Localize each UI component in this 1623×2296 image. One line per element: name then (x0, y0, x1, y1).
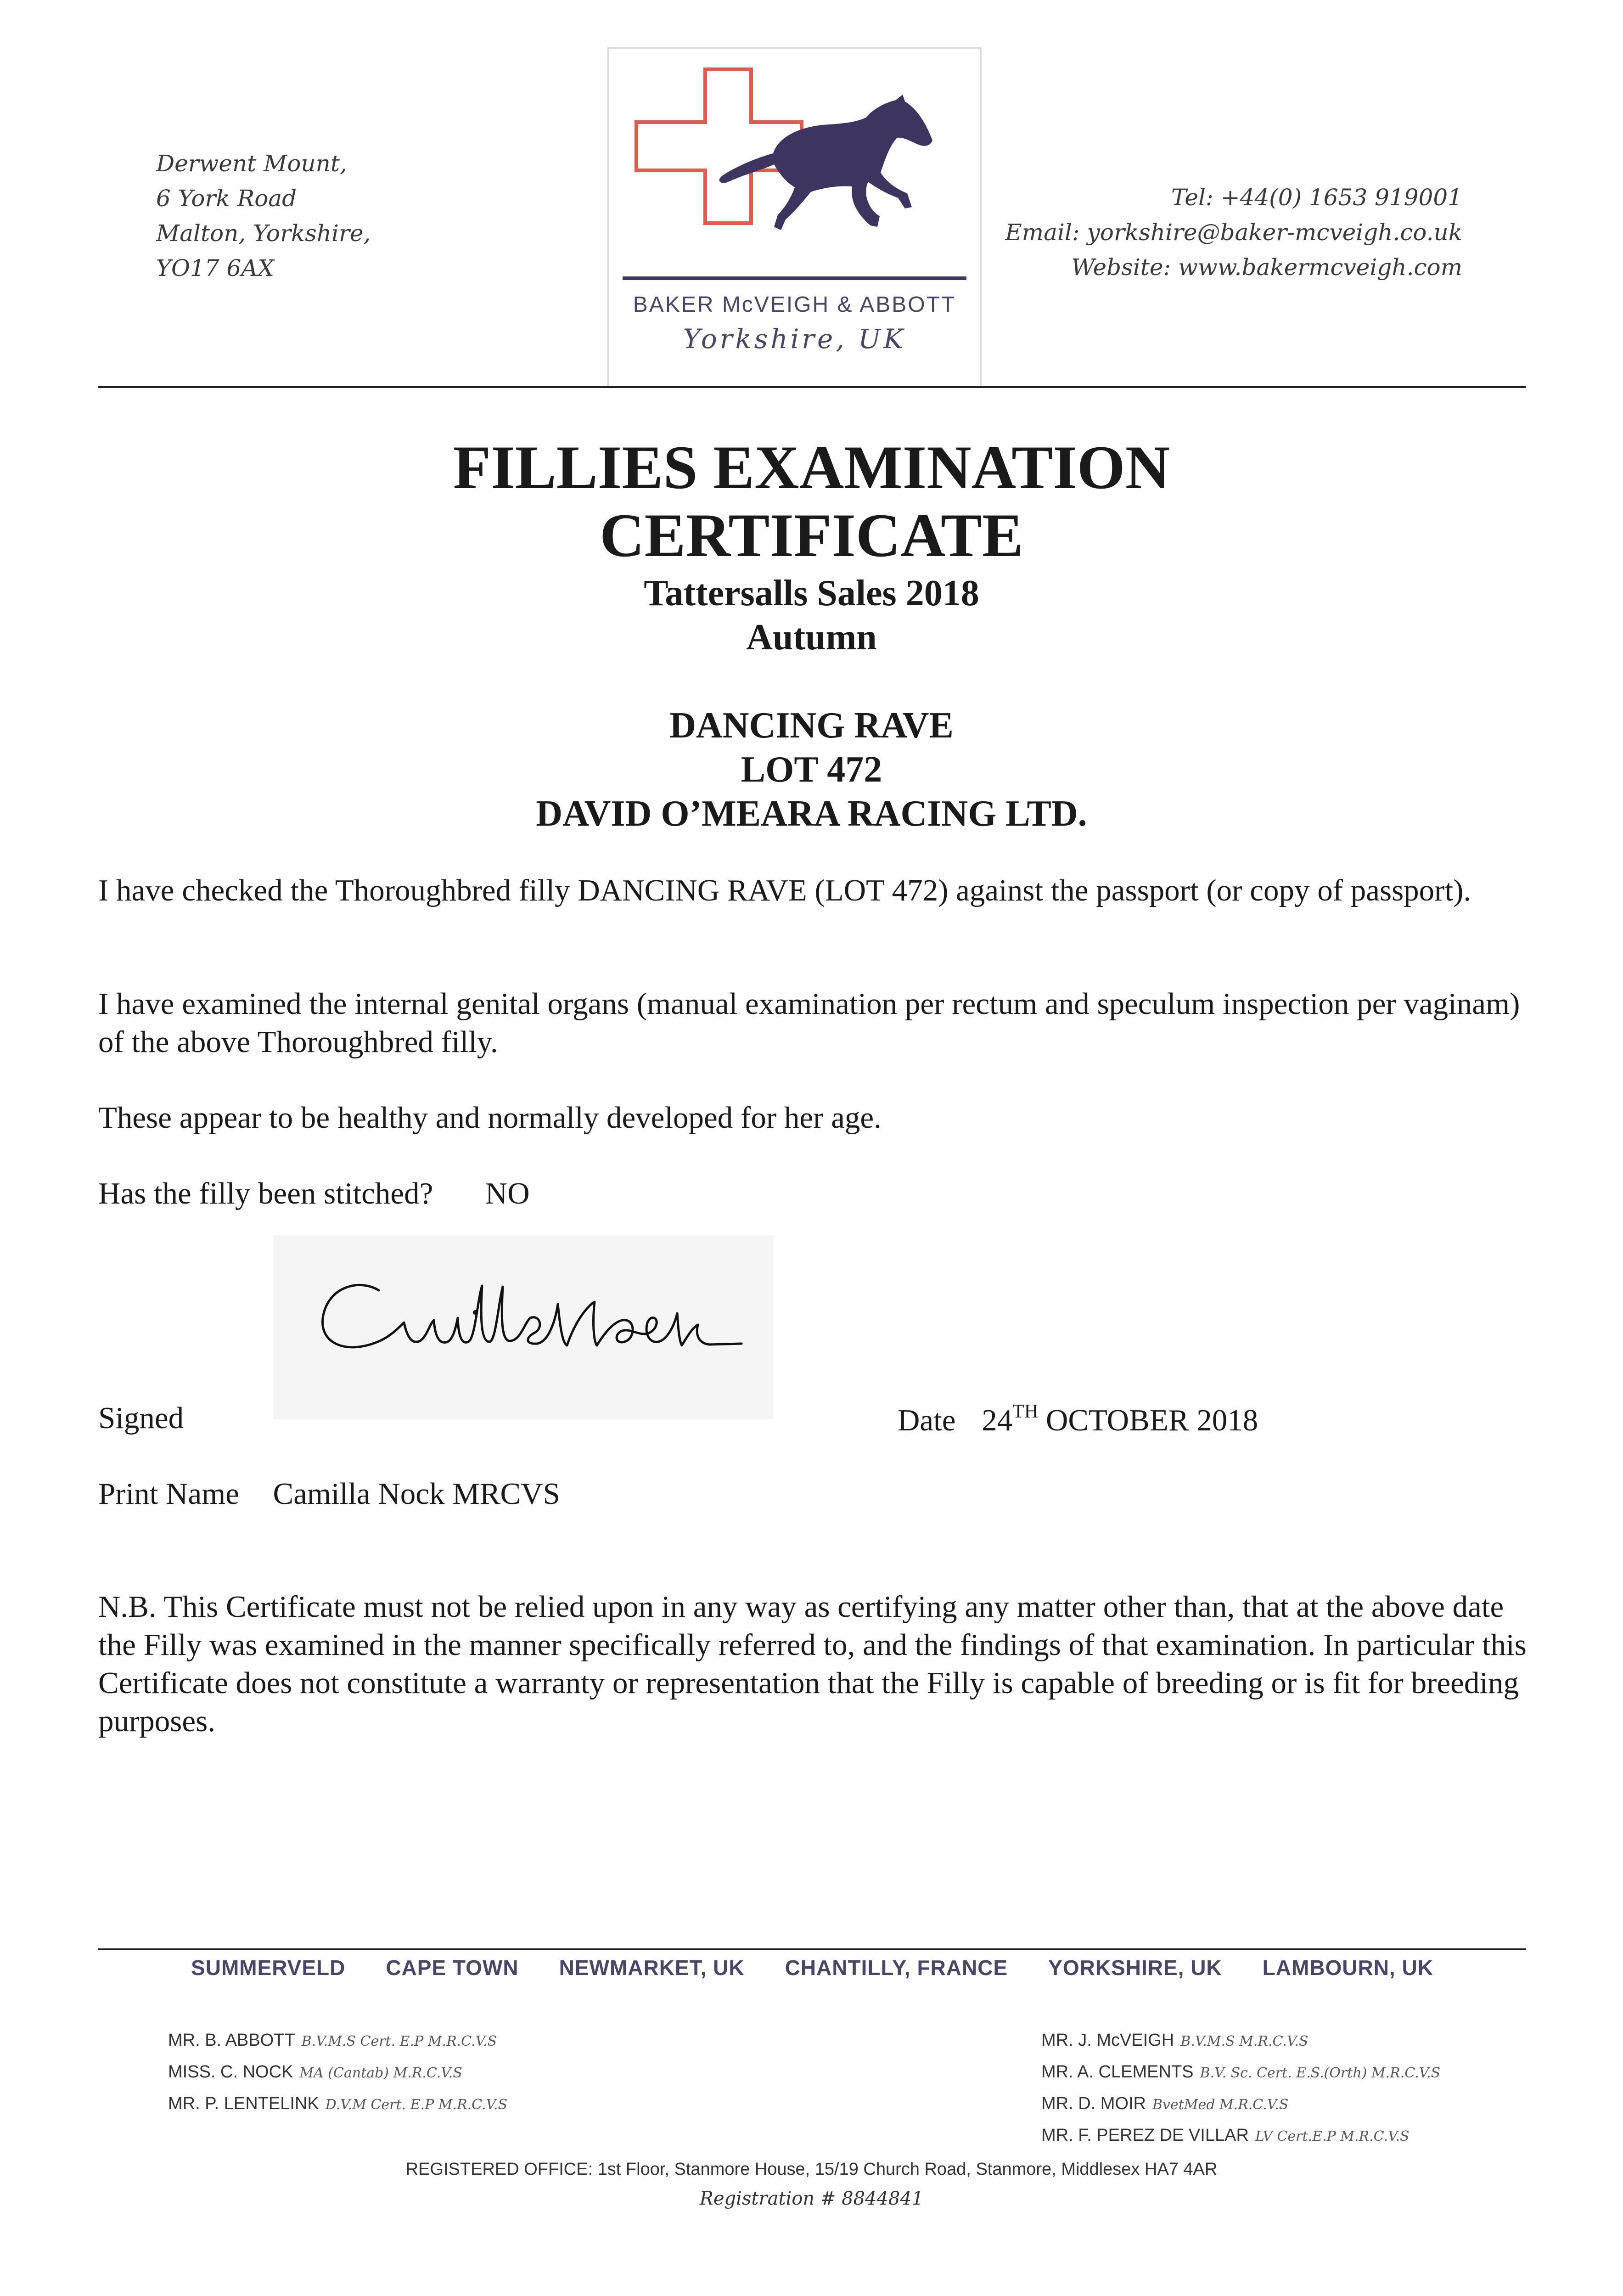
company-logo (607, 47, 982, 388)
sale-name: Tattersalls Sales 2018 (644, 573, 979, 613)
registration-number: Registration # 8844841 (699, 2188, 924, 2209)
handwritten-signature (273, 1235, 774, 1419)
stitched-question: Has the filly been stitched? (98, 1176, 433, 1210)
disclaimer-note: N.B. This Certificate must not be relied upon in any way as certifying any matter other than, that at the above date the Filly was examined in the manner specifically referred to, and the findings of that examination. In particular this Certificate does not constitute a warranty or representation that the Filly is capable of breeding or is fit for breeding purposes. (98, 1590, 1527, 1738)
certificate-title (0, 434, 1623, 570)
vet-entry (168, 2025, 507, 2057)
sale-info (0, 571, 1623, 659)
footer-divider (98, 1948, 1526, 1950)
registered-office: REGISTERED OFFICE: 1st Floor, Stanmore House, 15/19 Church Road, Stanmore, Middlesex HA7 4AR (405, 2160, 1218, 2179)
vet-entry (168, 2057, 507, 2088)
signature-image (273, 1235, 774, 1419)
office-location: CAPE TOWN (386, 1956, 519, 1980)
vendor-name: DAVID O’MEARA RACING LTD. (536, 793, 1087, 834)
vet-name: MR. F. PEREZ DE VILLAR (1041, 2126, 1249, 2145)
office-location: NEWMARKET, UK (559, 1956, 745, 1980)
vet-name: MR. P. LENTELINK (168, 2094, 319, 2113)
logo-divider (623, 276, 966, 280)
vets-list-left (168, 2025, 507, 2120)
logo-location: Yorkshire, UK (683, 323, 906, 355)
stitched-answer: NO (485, 1176, 530, 1210)
contact-phone: Tel: +44(0) 1653 919001 (1171, 184, 1462, 211)
passport-check-paragraph: I have checked the Thoroughbred filly DANCING RAVE (LOT 472) against the passport (or copy of passport). (98, 873, 1471, 907)
date-suffix: TH (1012, 1401, 1039, 1422)
company-address (156, 146, 371, 286)
vet-entry (1041, 2025, 1440, 2057)
office-location: YORKSHIRE, UK (1048, 1956, 1222, 1980)
company-contact (1005, 180, 1462, 285)
address-line: Malton, Yorkshire, (156, 220, 371, 247)
vet-name: MR. J. McVEIGH (1041, 2031, 1174, 2050)
stitched-line (98, 1175, 1531, 1213)
vet-qualifications: LV Cert.E.P M.R.C.V.S (1255, 2128, 1410, 2144)
print-name-line (98, 1476, 560, 1512)
vet-name: MR. B. ABBOTT (168, 2031, 295, 2050)
print-name-label: Print Name (98, 1477, 240, 1511)
vet-qualifications: B.V. Sc. Cert. E.S.(Orth) M.R.C.V.S (1200, 2065, 1441, 2081)
vet-qualifications: B.V.M.S Cert. E.P M.R.C.V.S (301, 2033, 497, 2049)
certificate-date (898, 1401, 1258, 1438)
logo-company-name: BAKER McVEIGH & ABBOTT (633, 293, 956, 317)
date-month-year: OCTOBER 2018 (1045, 1403, 1258, 1437)
vet-name: MR. D. MOIR (1041, 2094, 1146, 2113)
lot-info (0, 703, 1623, 836)
office-location: LAMBOURN, UK (1262, 1956, 1433, 1980)
vet-qualifications: B.V.M.S M.R.C.V.S (1180, 2033, 1309, 2049)
vet-entry (1041, 2120, 1440, 2152)
address-line: 6 York Road (156, 185, 297, 212)
vet-entry (168, 2088, 507, 2120)
signed-label: Signed (98, 1401, 184, 1435)
vets-list-right (1041, 2025, 1440, 2152)
header-divider (98, 386, 1526, 388)
address-line: Derwent Mount, (156, 150, 347, 177)
contact-website: Website: www.bakermcveigh.com (1071, 254, 1462, 281)
contact-email: Email: yorkshire@baker-mcveigh.co.uk (1005, 219, 1462, 246)
title-line: CERTIFICATE (600, 501, 1023, 570)
office-location: SUMMERVELD (191, 1956, 346, 1980)
office-location: CHANTILLY, FRANCE (785, 1956, 1008, 1980)
address-line: YO17 6AX (156, 255, 275, 281)
examination-paragraph: I have examined the internal genital organs (manual examination per rectum and speculum inspection per vaginam) of the above Thoroughbred filly. (98, 987, 1520, 1059)
lot-number: LOT 472 (741, 749, 882, 790)
print-name-value: Camilla Nock MRCVS (273, 1477, 560, 1511)
vet-name: MISS. C. NOCK (168, 2062, 293, 2082)
vet-entry (1041, 2088, 1440, 2120)
vet-entry (1041, 2057, 1440, 2088)
cross-and-horse-icon (609, 49, 980, 297)
horse-name: DANCING RAVE (669, 705, 954, 746)
vet-qualifications: BvetMed M.R.C.V.S (1152, 2097, 1289, 2113)
sale-season: Autumn (746, 617, 877, 658)
date-label: Date (898, 1403, 956, 1437)
vet-qualifications: MA (Cantab) M.R.C.V.S (299, 2065, 462, 2081)
title-line: FILLIES EXAMINATION (453, 433, 1170, 502)
vet-qualifications: D.V.M Cert. E.P M.R.C.V.S (325, 2097, 508, 2113)
health-statement: These appear to be healthy and normally developed for her age. (98, 1101, 882, 1135)
date-day: 24 (982, 1403, 1013, 1437)
office-locations (98, 1955, 1526, 1980)
vet-name: MR. A. CLEMENTS (1041, 2062, 1194, 2082)
